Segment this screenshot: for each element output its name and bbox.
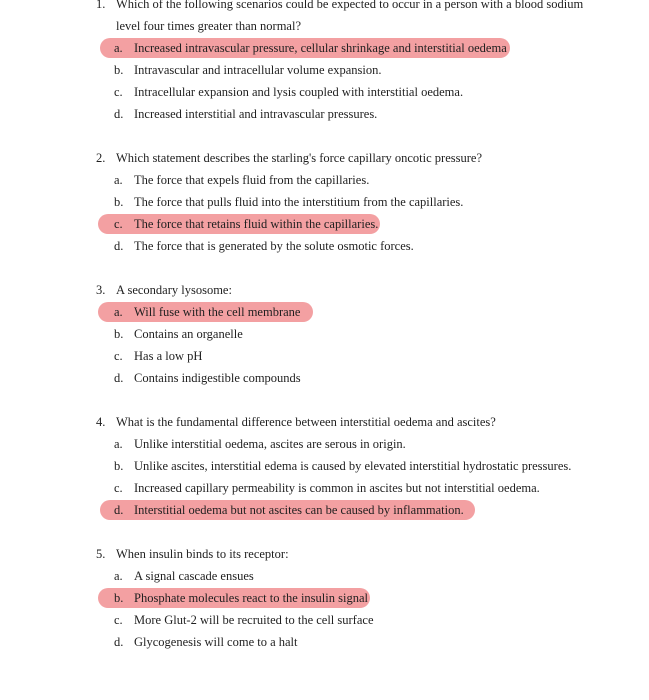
option-text: A signal cascade ensues — [134, 569, 254, 583]
question-2-stem — [96, 151, 482, 166]
option-text: Contains indigestible compounds — [134, 371, 301, 385]
option-2b[interactable] — [114, 195, 463, 210]
option-5d[interactable] — [114, 635, 298, 650]
option-letter: b. — [114, 195, 124, 209]
option-text: Unlike ascites, interstitial edema is caused by elevated interstitial hydrostatic pressures. — [134, 459, 572, 473]
option-letter: c. — [114, 349, 123, 363]
option-text: More Glut-2 will be recruited to the cell surface — [134, 613, 374, 627]
question-text: Which statement describes the starling's force capillary oncotic pressure? — [116, 151, 482, 165]
option-text: Intracellular expansion and lysis coupled with interstitial oedema. — [134, 85, 464, 99]
option-letter: c. — [114, 217, 123, 231]
option-text: Has a low pH — [134, 349, 203, 363]
option-letter: a. — [114, 305, 123, 319]
option-3d[interactable] — [114, 371, 301, 386]
option-letter: a. — [114, 173, 123, 187]
option-text: Increased capillary permeability is common in ascites but not interstitial oedema. — [134, 481, 540, 495]
option-5c[interactable] — [114, 613, 374, 628]
question-number: 2. — [96, 151, 106, 165]
option-1b[interactable] — [114, 63, 381, 78]
question-4-stem — [96, 415, 496, 430]
option-letter: c. — [114, 481, 123, 495]
question-number: 4. — [96, 415, 106, 429]
question-3-stem — [96, 283, 232, 298]
option-letter: a. — [114, 41, 123, 55]
option-letter: d. — [114, 107, 124, 121]
option-4b[interactable] — [114, 459, 571, 474]
question-5-stem — [96, 547, 289, 562]
option-letter: b. — [114, 591, 124, 605]
option-text: Contains an organelle — [134, 327, 243, 341]
option-text: The force that retains fluid within the capillaries. — [134, 217, 379, 231]
option-letter: d. — [114, 503, 124, 517]
option-3a[interactable] — [114, 305, 300, 320]
option-3c[interactable] — [114, 349, 202, 364]
option-1c[interactable] — [114, 85, 463, 100]
option-2a[interactable] — [114, 173, 369, 188]
option-3b[interactable] — [114, 327, 243, 342]
option-text: Interstitial oedema but not ascites can be caused by inflammation. — [134, 503, 464, 517]
option-letter: a. — [114, 437, 123, 451]
question-text: A secondary lysosome: — [116, 283, 232, 297]
option-text: Increased interstitial and intravascular pressures. — [134, 107, 378, 121]
option-4a[interactable] — [114, 437, 406, 452]
option-4d[interactable] — [114, 503, 464, 518]
option-4c[interactable] — [114, 481, 540, 496]
option-5b[interactable] — [114, 591, 368, 606]
option-letter: b. — [114, 459, 124, 473]
option-5a[interactable] — [114, 569, 254, 584]
question-1-stem — [96, 0, 583, 12]
option-letter: c. — [114, 613, 123, 627]
question-number: 1. — [96, 0, 106, 11]
option-letter: d. — [114, 239, 124, 253]
option-text: Will fuse with the cell membrane — [134, 305, 301, 319]
option-text: Increased intravascular pressure, cellular shrinkage and interstitial oedema — [134, 41, 507, 55]
question-text: What is the fundamental difference between interstitial oedema and ascites? — [116, 415, 496, 429]
option-text: The force that is generated by the solute osmotic forces. — [134, 239, 414, 253]
option-letter: b. — [114, 327, 124, 341]
question-number: 5. — [96, 547, 106, 561]
question-1-stem-line2: level four times greater than normal? — [116, 19, 301, 33]
question-text: When insulin binds to its receptor: — [116, 547, 289, 561]
question-number: 3. — [96, 283, 106, 297]
option-text: Glycogenesis will come to a halt — [134, 635, 298, 649]
option-2d[interactable] — [114, 239, 414, 254]
option-text: The force that pulls fluid into the interstitium from the capillaries. — [134, 195, 464, 209]
option-2c[interactable] — [114, 217, 378, 232]
option-text: Phosphate molecules react to the insulin signal — [134, 591, 368, 605]
option-letter: d. — [114, 635, 124, 649]
question-text: Which of the following scenarios could be expected to occur in a person with a blood sodium — [116, 0, 584, 11]
option-text: Intravascular and intracellular volume expansion. — [134, 63, 382, 77]
option-text: The force that expels fluid from the capillaries. — [134, 173, 370, 187]
option-letter: c. — [114, 85, 123, 99]
option-1d[interactable] — [114, 107, 377, 122]
option-text: Unlike interstitial oedema, ascites are serous in origin. — [134, 437, 406, 451]
option-letter: b. — [114, 63, 124, 77]
option-1a[interactable] — [114, 41, 507, 56]
option-letter: a. — [114, 569, 123, 583]
option-letter: d. — [114, 371, 124, 385]
